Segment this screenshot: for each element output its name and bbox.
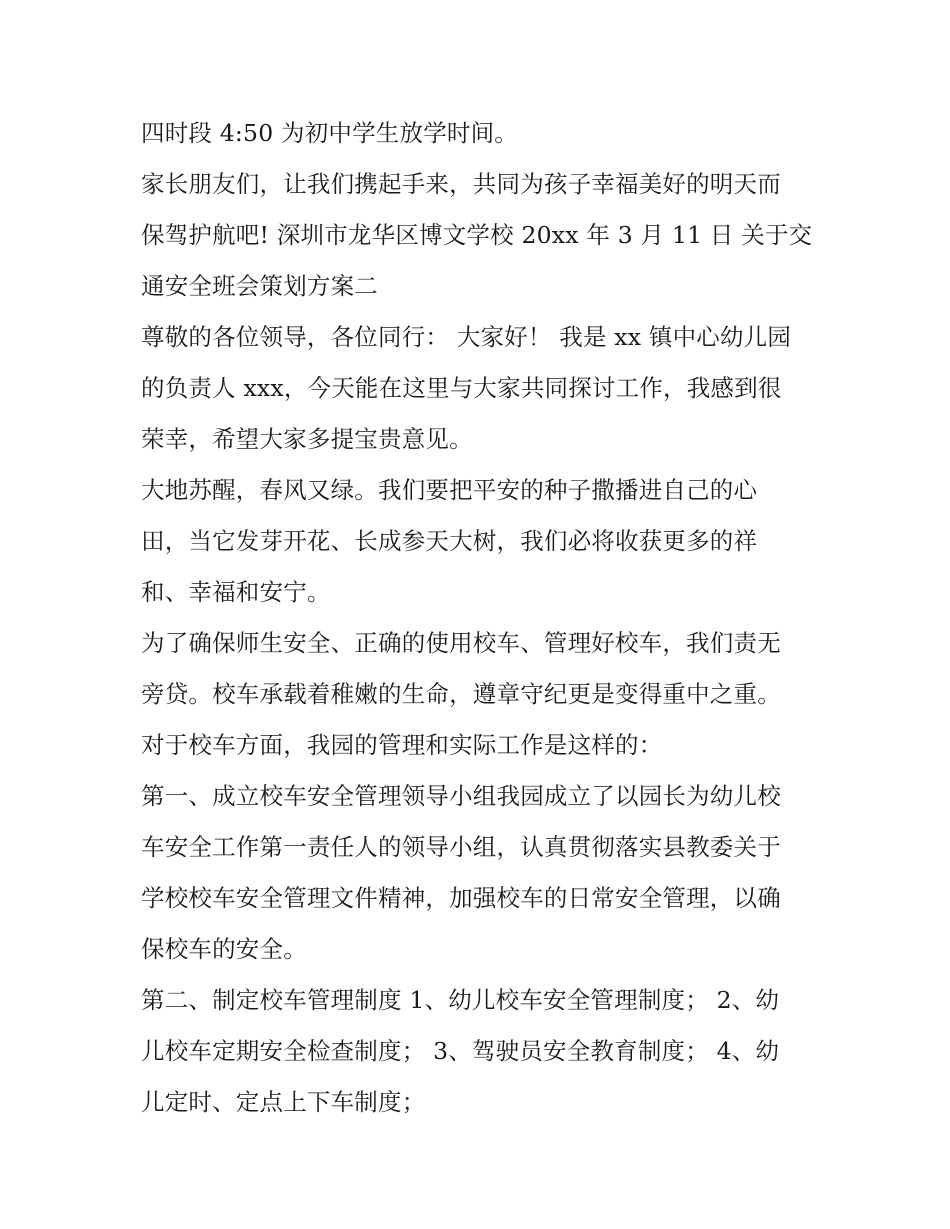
text-line: 旁贷。校车承载着稚嫩的生命，遵章守纪更是变得重中之重。 <box>141 680 781 708</box>
text-line: 儿校车定期安全检查制度； 3、驾驶员安全教育制度； 4、幼 <box>141 1037 780 1065</box>
text-line: 对于校车方面，我园的管理和实际工作是这样的： <box>141 731 663 759</box>
text-line: 荣幸，希望大家多提宝贵意见。 <box>141 425 473 453</box>
text-line: 第一、成立校车安全管理领导小组我园成立了以园长为幼儿校 <box>141 782 781 810</box>
text-line: 保校车的安全。 <box>141 935 307 963</box>
text-line: 和、幸福和安宁。 <box>141 578 331 606</box>
text-line: 儿定时、定点上下车制度； <box>141 1088 426 1116</box>
text-line: 田，当它发芽开花、长成参天大树，我们必将收获更多的祥 <box>141 527 758 555</box>
text-line: 第二、制定校车管理制度 1、幼儿校车安全管理制度； 2、幼 <box>141 986 780 1014</box>
text-line: 家长朋友们，让我们携起手来，共同为孩子幸福美好的明天而 <box>141 170 781 198</box>
document-page <box>141 108 813 1128</box>
text-line: 通安全班会策划方案二 <box>141 272 378 300</box>
text-line: 学校校车安全管理文件精神，加强校车的日常安全管理，以确 <box>141 884 781 912</box>
text-line: 为了确保师生安全、正确的使用校车、管理好校车，我们责无 <box>141 629 781 657</box>
text-line: 车安全工作第一责任人的领导小组，认真贯彻落实县教委关于 <box>141 833 781 861</box>
text-line: 大地苏醒，春风又绿。我们要把平安的种子撒播进自己的心 <box>141 476 758 504</box>
text-line: 保驾护航吧! 深圳市龙华区博文学校 20xx 年 3 月 11 日 关于交 <box>141 221 813 249</box>
text-line: 尊敬的各位领导，各位同行： 大家好！ 我是 xx 镇中心幼儿园 <box>141 323 792 351</box>
text-line: 的负责人 xxx，今天能在这里与大家共同探讨工作，我感到很 <box>141 374 782 402</box>
text-line: 四时段 4:50 为初中学生放学时间。 <box>141 119 519 147</box>
